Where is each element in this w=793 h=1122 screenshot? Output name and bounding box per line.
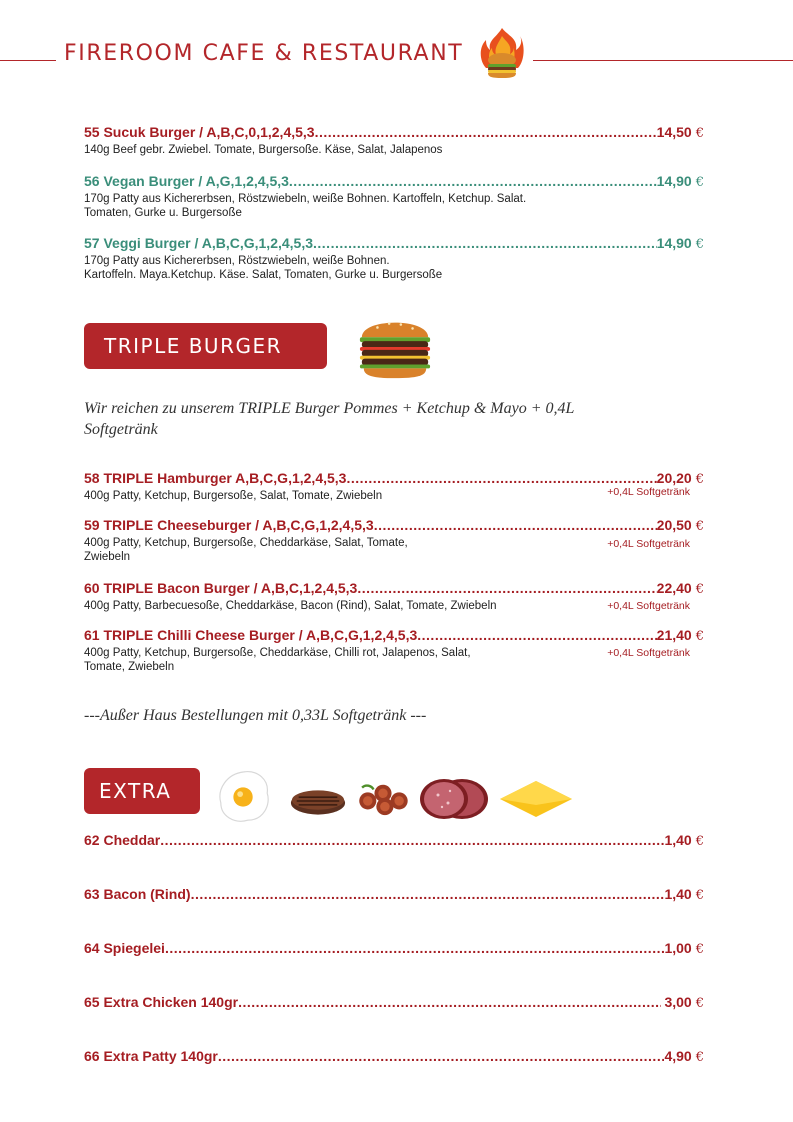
drink-note: +0,4L Softgetränk [607,600,690,612]
item-title: 65 Extra Chicken 140gr [84,994,239,1010]
menu-item-56 [84,173,704,220]
item-description: 140g Beef gebr. Zwiebel. Tomate, Burgersoße. Käse, Salat, Jalapenos [84,144,443,156]
item-price: 22,40 [656,580,692,596]
currency-symbol: € [695,472,704,487]
item-price: 1,00 [664,940,692,956]
item-title: 59 TRIPLE Cheeseburger / A,B,C,G,1,2,4,5,3 [84,517,374,533]
dot-leader [238,994,660,1011]
cheese-slice-icon [498,779,574,819]
extra-item-62 [84,832,704,850]
item-price: 3,00 [660,994,692,1010]
menu-item-55 [84,124,704,157]
currency-symbol: € [695,942,704,957]
drink-note: +0,4L Softgetränk [607,647,690,659]
item-title: 61 TRIPLE Chilli Cheese Burger / A,B,C,G,1,2,4,5,3 [84,627,418,643]
drink-note: +0,4L Softgetränk [607,486,690,498]
item-description: 400g Patty, Ketchup, Burgersoße, Salat, Tomate, Zwiebeln [84,490,383,502]
item-title: 60 TRIPLE Bacon Burger / A,B,C,1,2,4,5,3 [84,580,358,596]
menu-item-59 [84,517,704,564]
currency-symbol: € [695,519,704,534]
item-price: 14,50 [656,124,692,140]
brand-title: FIREROOM CAFE & RESTAURANT [64,41,464,66]
item-price: 14,90 [656,235,692,251]
item-description: 400g Patty, Ketchup, Burgersoße, Cheddarkäse, Salat, Tomate, Zwiebeln [84,537,408,563]
dot-leader [417,627,656,644]
currency-symbol: € [695,888,704,903]
section-label-extra: EXTRA [84,768,200,814]
item-description: 170g Patty aus Kichererbsen, Röstzwiebeln, weiße Bohnen. Kartoffeln. Maya.Ketchup. Käse. Salat, Tomaten, Gurke u. Burgersoße [84,255,443,281]
currency-symbol: € [695,834,704,849]
currency-symbol: € [695,629,704,644]
patty-icon [289,787,347,817]
currency-symbol: € [695,126,704,141]
menu-item-60 [84,580,704,613]
currency-symbol: € [695,582,704,597]
menu-item-61 [84,627,704,674]
item-description: 170g Patty aus Kichererbsen, Röstzwiebeln, weiße Bohnen. Kartoffeln, Ketchup. Salat. Tomaten, Gurke u. Burgersoße [84,193,527,219]
item-title: 63 Bacon (Rind) [84,886,191,902]
fire-burger-logo-icon [478,26,526,80]
extra-item-64 [84,940,704,958]
item-title: 57 Veggi Burger / A,B,C,G,1,2,4,5,3 [84,235,314,251]
menu-item-57 [84,235,704,282]
item-description: 400g Patty, Barbecuesoße, Cheddarkäse, Bacon (Rind), Salat, Tomate, Zwiebeln [84,600,497,612]
fried-egg-icon [215,768,273,826]
dot-leader [160,832,664,849]
item-title: 66 Extra Patty 140gr [84,1048,218,1064]
dot-leader [313,235,657,252]
dot-leader [165,940,665,957]
item-title: 56 Vegan Burger / A,G,1,2,4,5,3 [84,173,289,189]
menu-item-58 [84,470,704,503]
bacon-slices-icon [418,777,490,821]
dot-leader [374,517,657,534]
item-description: 400g Patty, Ketchup, Burgersoße, Cheddarkäse, Chilli rot, Jalapenos, Salat, Tomate, Zwiebeln [84,647,471,673]
item-title: 58 TRIPLE Hamburger A,B,C,G,1,2,4,5,3 [84,470,347,486]
extra-item-66 [84,1048,704,1066]
header-line-left [0,60,56,61]
item-price: 1,40 [664,886,692,902]
takeaway-note: ---Außer Haus Bestellungen mit 0,33L Softgetränk --- [84,707,427,724]
item-title: 62 Cheddar [84,832,161,848]
section-label-triple-burger: TRIPLE BURGER [84,323,327,369]
dot-leader [315,124,657,141]
item-price: 20,50 [656,517,692,533]
item-price: 1,40 [664,832,692,848]
item-price: 4,90 [664,1048,692,1064]
triple-intro-text: Wir reichen zu unserem TRIPLE Burger Pommes + Ketchup & Mayo + 0,4L Softgetränk [84,400,575,438]
extra-item-65 [84,994,704,1012]
header-line-right [533,60,793,61]
item-price: 20,20 [656,470,692,486]
dot-leader [191,886,665,903]
dot-leader [289,173,657,190]
dot-leader [357,580,656,597]
extra-item-63 [84,886,704,904]
chicken-pieces-icon [356,780,410,818]
currency-symbol: € [695,996,704,1011]
triple-burger-icon [356,308,434,382]
currency-symbol: € [695,237,704,252]
dot-leader [218,1048,665,1065]
item-price: 21,40 [656,627,692,643]
currency-symbol: € [695,175,704,190]
item-title: 64 Spiegelei [84,940,165,956]
item-title: 55 Sucuk Burger / A,B,C,0,1,2,4,5,3 [84,124,315,140]
drink-note: +0,4L Softgetränk [607,538,690,550]
dot-leader [346,470,656,487]
currency-symbol: € [695,1050,704,1065]
item-price: 14,90 [656,173,692,189]
